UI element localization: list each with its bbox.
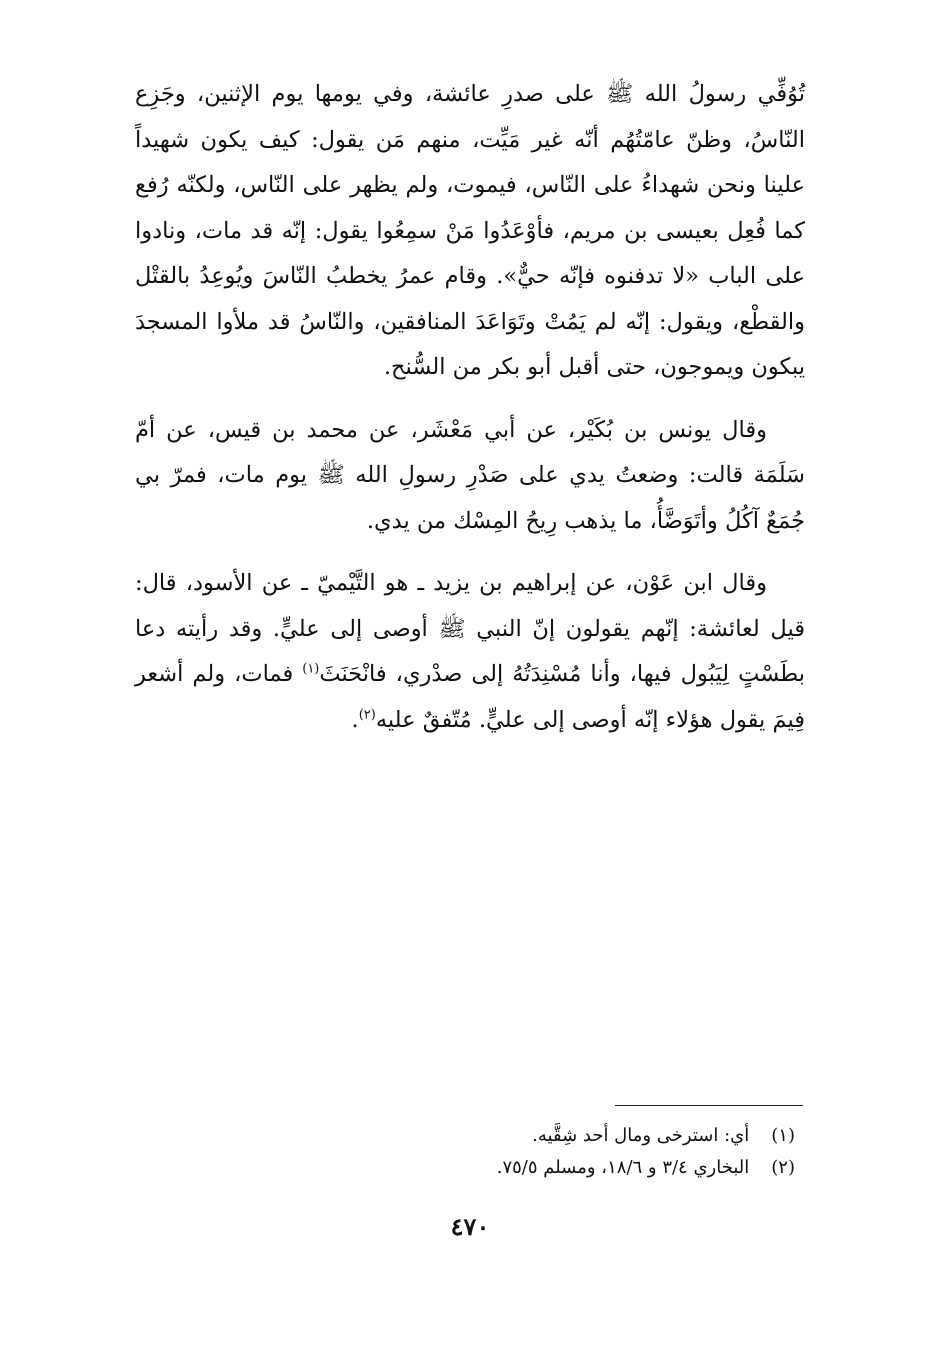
main-text bbox=[135, 72, 805, 743]
footnote-ref-1: (١) bbox=[302, 661, 320, 677]
footnote-text: أي: استرخى ومال أحد شِقَّيه. bbox=[532, 1125, 750, 1146]
paragraph-1: تُوُفِّي رسولُ الله ﷺ على صدرِ عائشة، وفي يومها يوم الإثنين، وجَزِع النّاسُ، وظنّ عامّتُهُم أنّه غير مَيِّت، منهم مَن يقول: كيف يكون شهيداً علينا ونحن شهداءُ على النّاس، فيموت، ولم يظهر على النّاس، ولكنّه رُفع كما فُعِل بعيسى بن مريم، فأوْعَدُوا مَنْ سمِعُوا يقول: إنّه قد مات، ونادوا على الباب «لا تدفنوه فإنّه حيٌّ». وقام عمرُ يخطبُ النّاسَ ويُوعِدُ بالقتْل والقطْع، ويقول: إنّه لم يَمُتْ وتَوَاعَدَ المنافقين، والنّاسُ قد ملأوا المسجدَ يبكون ويموجون، حتى أقبل أبو بكر من السُّنح. bbox=[135, 81, 805, 380]
paragraph-2: وقال يونس بن بُكَيْر، عن أبي مَعْشَر، عن محمد بن قيس، عن أمّ سَلَمَة قالت: وضعتُ يدي على صَدْرِ رسولِ الله ﷺ يوم مات، فمرّ بي جُمَعٌ آكُلُ وأتَوَضَّأُ، ما يذهب رِيحُ المِسْك من يدي. bbox=[135, 416, 805, 534]
paragraph-3-middle: فمات، ولم أشعر فِيمَ يقول هؤلاء إنّه أوصى إلى عليٍّ. مُتّفقٌ عليه bbox=[135, 661, 805, 733]
footnote-2 bbox=[135, 1152, 795, 1184]
paragraph-3-end: . bbox=[351, 706, 359, 733]
footnotes bbox=[135, 1120, 795, 1184]
footnote-number: (٢) bbox=[771, 1157, 795, 1178]
page-number: ٤٧٠ bbox=[450, 1212, 490, 1241]
footnote-divider bbox=[615, 1105, 803, 1106]
footnote-text: البخاري ٣/٤ و ١٨/٦، ومسلم ٧٥/٥. bbox=[496, 1157, 750, 1178]
footnote-ref-2: (٢) bbox=[358, 707, 376, 722]
paragraph-3-start: وقال ابن عَوْن، عن إبراهيم بن يزيد ـ هو التَّيْميّ ـ عن الأسود، قال: قيل لعائشة: إنّهم يقولون إنّ النبي ﷺ أوصى إلى عليٍّ. وقد رأيته دعا بطَسْتٍ لِيَبُول فيها، وأنا مُسْنِدَتُهُ إلى صدْري، فانْحَنَثَ bbox=[135, 570, 805, 687]
footnote-1 bbox=[135, 1120, 795, 1152]
paragraph-3 bbox=[135, 561, 805, 743]
footnote-number: (١) bbox=[771, 1125, 795, 1146]
